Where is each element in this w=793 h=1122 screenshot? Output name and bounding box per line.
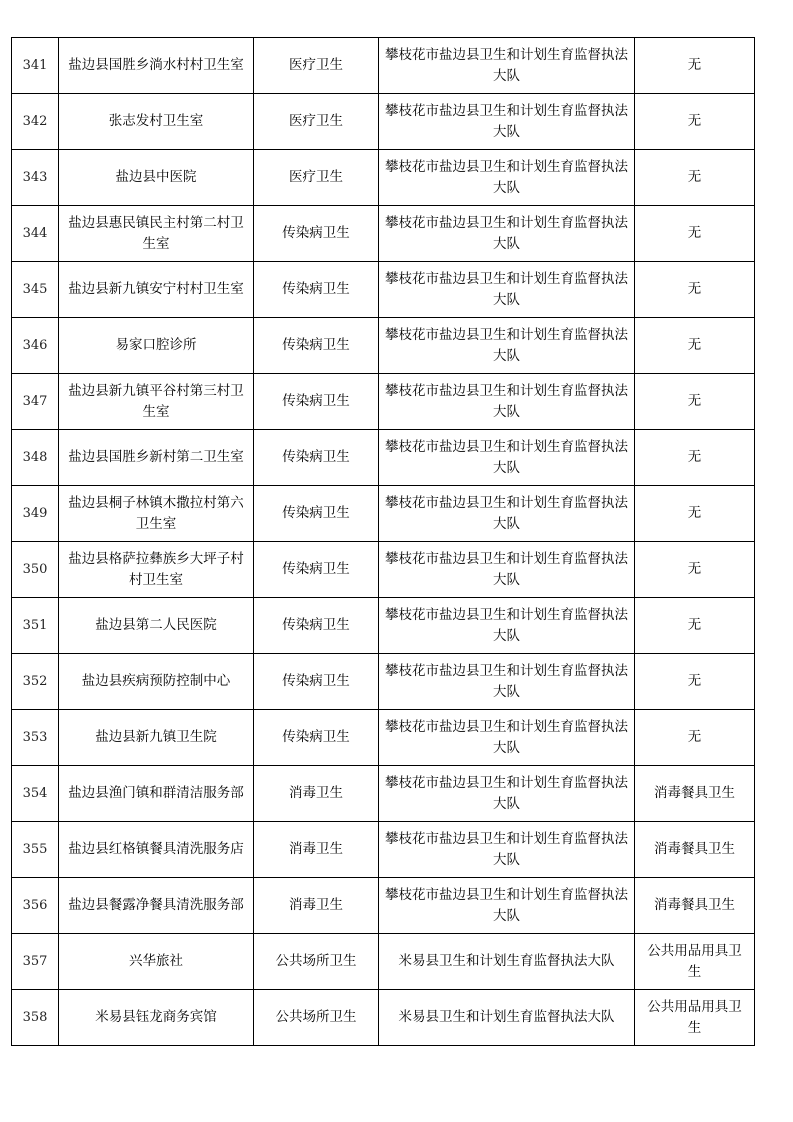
table-row bbox=[12, 878, 755, 934]
supervision-category: 医疗卫生 bbox=[254, 94, 379, 150]
table-row bbox=[12, 598, 755, 654]
spot-check-item: 无 bbox=[635, 654, 755, 710]
supervision-category: 传染病卫生 bbox=[254, 486, 379, 542]
spot-check-item: 无 bbox=[635, 38, 755, 94]
supervision-category: 传染病卫生 bbox=[254, 430, 379, 486]
unit-name: 盐边县中医院 bbox=[59, 150, 254, 206]
spot-check-item: 消毒餐具卫生 bbox=[635, 822, 755, 878]
unit-name: 盐边县新九镇平谷村第三村卫生室 bbox=[59, 374, 254, 430]
row-number: 347 bbox=[12, 374, 59, 430]
unit-name: 盐边县新九镇卫生院 bbox=[59, 710, 254, 766]
supervision-category: 医疗卫生 bbox=[254, 150, 379, 206]
supervising-agency: 攀枝花市盐边县卫生和计划生育监督执法大队 bbox=[379, 262, 635, 318]
supervision-category: 消毒卫生 bbox=[254, 822, 379, 878]
spot-check-item: 公共用品用具卫生 bbox=[635, 934, 755, 990]
spot-check-item: 无 bbox=[635, 542, 755, 598]
row-number: 357 bbox=[12, 934, 59, 990]
unit-name: 盐边县红格镇餐具清洗服务店 bbox=[59, 822, 254, 878]
supervising-agency: 攀枝花市盐边县卫生和计划生育监督执法大队 bbox=[379, 318, 635, 374]
supervising-agency: 攀枝花市盐边县卫生和计划生育监督执法大队 bbox=[379, 94, 635, 150]
unit-name: 盐边县新九镇安宁村村卫生室 bbox=[59, 262, 254, 318]
supervising-agency: 攀枝花市盐边县卫生和计划生育监督执法大队 bbox=[379, 486, 635, 542]
row-number: 344 bbox=[12, 206, 59, 262]
supervising-agency: 攀枝花市盐边县卫生和计划生育监督执法大队 bbox=[379, 822, 635, 878]
table-row bbox=[12, 38, 755, 94]
row-number: 350 bbox=[12, 542, 59, 598]
table-row bbox=[12, 542, 755, 598]
spot-check-item: 消毒餐具卫生 bbox=[635, 878, 755, 934]
supervision-category: 传染病卫生 bbox=[254, 374, 379, 430]
supervision-category: 医疗卫生 bbox=[254, 38, 379, 94]
spot-check-item: 无 bbox=[635, 486, 755, 542]
table-row bbox=[12, 374, 755, 430]
spot-check-item: 无 bbox=[635, 710, 755, 766]
table-row bbox=[12, 654, 755, 710]
supervision-category: 消毒卫生 bbox=[254, 878, 379, 934]
row-number: 352 bbox=[12, 654, 59, 710]
unit-name: 盐边县国胜乡淌水村村卫生室 bbox=[59, 38, 254, 94]
table-row bbox=[12, 486, 755, 542]
supervision-category: 传染病卫生 bbox=[254, 262, 379, 318]
table-row bbox=[12, 934, 755, 990]
unit-name: 易家口腔诊所 bbox=[59, 318, 254, 374]
unit-name: 米易县钰龙商务宾馆 bbox=[59, 990, 254, 1046]
table-row bbox=[12, 766, 755, 822]
unit-name: 盐边县疾病预防控制中心 bbox=[59, 654, 254, 710]
row-number: 355 bbox=[12, 822, 59, 878]
supervising-agency: 攀枝花市盐边县卫生和计划生育监督执法大队 bbox=[379, 206, 635, 262]
row-number: 341 bbox=[12, 38, 59, 94]
row-number: 358 bbox=[12, 990, 59, 1046]
supervising-agency: 攀枝花市盐边县卫生和计划生育监督执法大队 bbox=[379, 654, 635, 710]
spot-check-item: 无 bbox=[635, 318, 755, 374]
spot-check-item: 无 bbox=[635, 206, 755, 262]
supervising-agency: 攀枝花市盐边县卫生和计划生育监督执法大队 bbox=[379, 150, 635, 206]
spot-check-item: 无 bbox=[635, 374, 755, 430]
supervision-category: 消毒卫生 bbox=[254, 766, 379, 822]
supervision-category: 传染病卫生 bbox=[254, 710, 379, 766]
table-row bbox=[12, 94, 755, 150]
table-row bbox=[12, 206, 755, 262]
table-row bbox=[12, 990, 755, 1046]
unit-name: 盐边县格萨拉彝族乡大坪子村村卫生室 bbox=[59, 542, 254, 598]
table-row bbox=[12, 822, 755, 878]
row-number: 353 bbox=[12, 710, 59, 766]
row-number: 343 bbox=[12, 150, 59, 206]
supervision-category: 传染病卫生 bbox=[254, 598, 379, 654]
supervising-agency: 攀枝花市盐边县卫生和计划生育监督执法大队 bbox=[379, 710, 635, 766]
supervision-category: 公共场所卫生 bbox=[254, 990, 379, 1046]
spot-check-item: 无 bbox=[635, 430, 755, 486]
table-row bbox=[12, 150, 755, 206]
supervising-agency: 攀枝花市盐边县卫生和计划生育监督执法大队 bbox=[379, 542, 635, 598]
supervision-category: 公共场所卫生 bbox=[254, 934, 379, 990]
row-number: 342 bbox=[12, 94, 59, 150]
unit-name: 兴华旅社 bbox=[59, 934, 254, 990]
row-number: 356 bbox=[12, 878, 59, 934]
row-number: 354 bbox=[12, 766, 59, 822]
supervising-agency: 攀枝花市盐边县卫生和计划生育监督执法大队 bbox=[379, 598, 635, 654]
table-row bbox=[12, 710, 755, 766]
unit-name: 盐边县渔门镇和群清洁服务部 bbox=[59, 766, 254, 822]
supervising-agency: 攀枝花市盐边县卫生和计划生育监督执法大队 bbox=[379, 766, 635, 822]
row-number: 349 bbox=[12, 486, 59, 542]
unit-name: 张志发村卫生室 bbox=[59, 94, 254, 150]
supervision-category: 传染病卫生 bbox=[254, 318, 379, 374]
supervising-agency: 攀枝花市盐边县卫生和计划生育监督执法大队 bbox=[379, 430, 635, 486]
spot-check-item: 消毒餐具卫生 bbox=[635, 766, 755, 822]
spot-check-item: 无 bbox=[635, 262, 755, 318]
unit-name: 盐边县国胜乡新村第二卫生室 bbox=[59, 430, 254, 486]
row-number: 346 bbox=[12, 318, 59, 374]
supervising-agency: 米易县卫生和计划生育监督执法大队 bbox=[379, 990, 635, 1046]
spot-check-item: 无 bbox=[635, 150, 755, 206]
unit-name: 盐边县桐子林镇木撒拉村第六卫生室 bbox=[59, 486, 254, 542]
unit-name: 盐边县惠民镇民主村第二村卫生室 bbox=[59, 206, 254, 262]
spot-check-item: 无 bbox=[635, 94, 755, 150]
unit-name: 盐边县第二人民医院 bbox=[59, 598, 254, 654]
row-number: 351 bbox=[12, 598, 59, 654]
table-row bbox=[12, 262, 755, 318]
table-row bbox=[12, 430, 755, 486]
supervising-agency: 米易县卫生和计划生育监督执法大队 bbox=[379, 934, 635, 990]
table-row bbox=[12, 318, 755, 374]
supervision-category: 传染病卫生 bbox=[254, 542, 379, 598]
row-number: 348 bbox=[12, 430, 59, 486]
supervision-category: 传染病卫生 bbox=[254, 654, 379, 710]
spot-check-item: 公共用品用具卫生 bbox=[635, 990, 755, 1046]
row-number: 345 bbox=[12, 262, 59, 318]
supervision-category: 传染病卫生 bbox=[254, 206, 379, 262]
supervising-agency: 攀枝花市盐边县卫生和计划生育监督执法大队 bbox=[379, 374, 635, 430]
unit-name: 盐边县餐露净餐具清洗服务部 bbox=[59, 878, 254, 934]
inspection-table bbox=[11, 37, 755, 1046]
spot-check-item: 无 bbox=[635, 598, 755, 654]
supervising-agency: 攀枝花市盐边县卫生和计划生育监督执法大队 bbox=[379, 38, 635, 94]
table-body bbox=[12, 38, 755, 1046]
supervising-agency: 攀枝花市盐边县卫生和计划生育监督执法大队 bbox=[379, 878, 635, 934]
